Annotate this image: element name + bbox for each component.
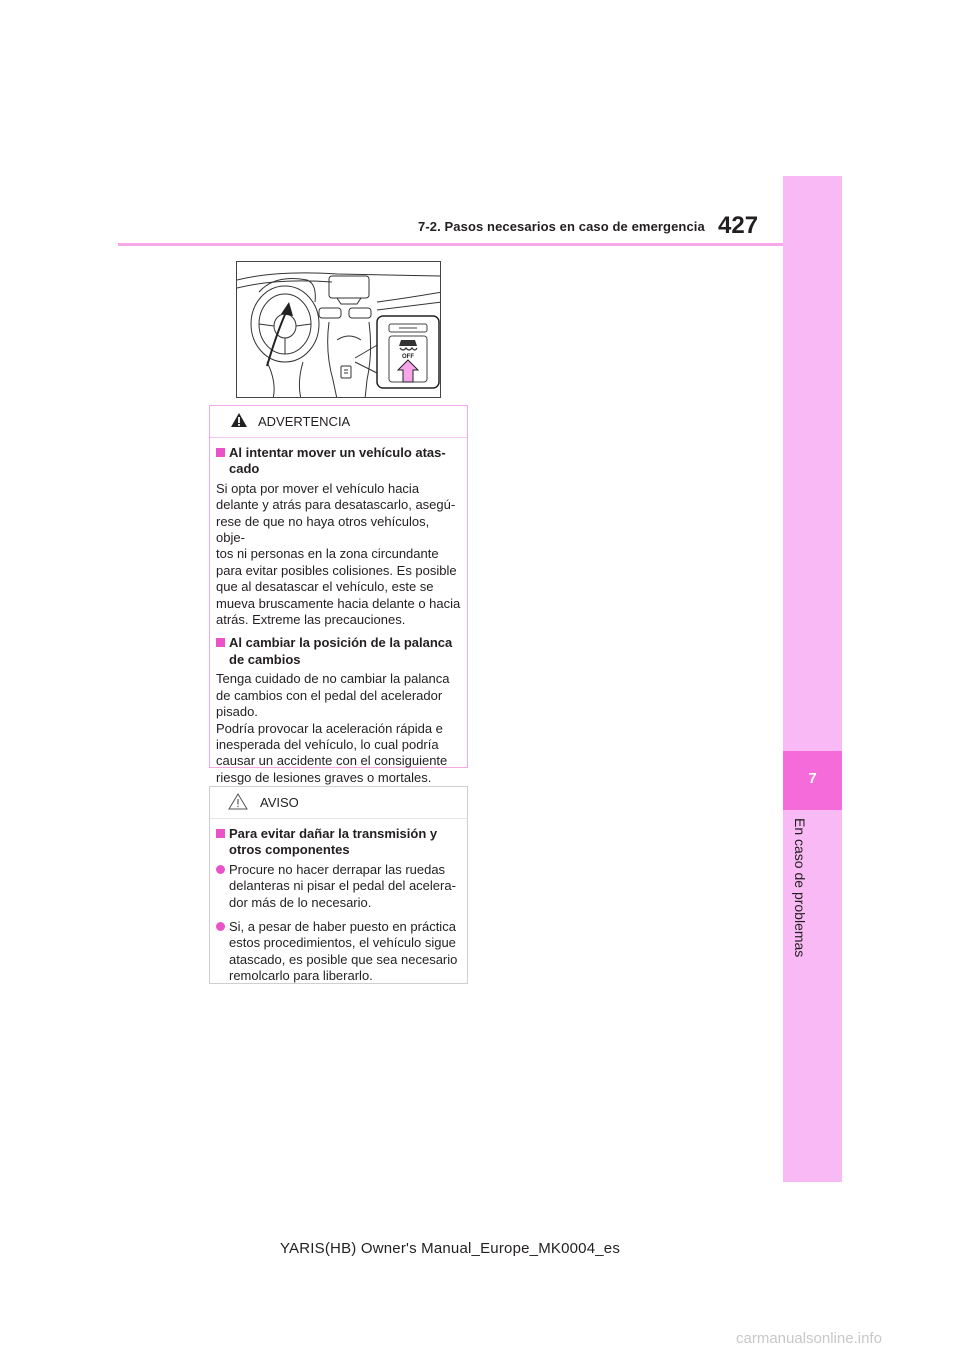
text-line: inesperada del vehículo, lo cual podría	[216, 736, 439, 752]
text-line: tos ni personas en la zona circundante	[216, 546, 439, 562]
heading-line: Al cambiar la posición de la palanca	[229, 635, 453, 651]
warning-item-text	[216, 671, 461, 786]
off-button-label: OFF	[402, 354, 414, 360]
text-line: rese de que no haya otros vehículos, obje-	[216, 513, 430, 546]
warning-title: ADVERTENCIA	[258, 414, 351, 429]
heading-line: cado	[229, 461, 260, 477]
round-bullet-icon	[216, 922, 225, 931]
section-title: 7-2. Pasos necesarios en caso de emergencia	[418, 219, 705, 234]
page-number: 427	[718, 212, 759, 239]
text-line: atascado, es posible que sea necesario	[229, 951, 458, 967]
header-divider	[118, 243, 783, 246]
caution-triangle-icon	[228, 793, 248, 810]
text-line: atrás. Extreme las precauciones.	[216, 612, 406, 628]
notice-bullet	[216, 862, 461, 911]
manual-id-footer: YARIS(HB) Owner's Manual_Europe_MK0004_es	[279, 1240, 621, 1257]
text-line: riesgo de lesiones graves o mortales.	[216, 769, 432, 785]
text-line: delante y atrás para desatascarlo, asegú-	[216, 497, 456, 513]
notice-title: AVISO	[260, 795, 299, 810]
text-line: dor más de lo necesario.	[229, 894, 372, 910]
text-line: remolcarlo para liberarlo.	[229, 968, 373, 984]
square-bullet-icon	[216, 638, 225, 647]
heading-line: Al intentar mover un vehículo atas-	[229, 445, 446, 460]
notice-bullet	[216, 919, 461, 985]
text-line: pisado.	[216, 704, 258, 720]
warning-box	[209, 405, 468, 785]
warning-header	[210, 406, 467, 438]
dashboard-drawing	[237, 262, 441, 398]
notice-box	[209, 786, 468, 984]
heading-line: Para evitar dañar la transmisión y	[229, 826, 438, 841]
notice-heading	[216, 826, 461, 859]
text-line: mueva bruscamente hacia delante o hacia	[216, 595, 461, 611]
warning-triangle-icon	[230, 412, 248, 428]
text-line: delanteras ni pisar el pedal del acelera-	[229, 878, 456, 894]
text-line: de cambios con el pedal del acelerador	[216, 687, 443, 703]
text-line: Si opta por mover el vehículo hacia	[216, 480, 420, 496]
text-line: causar un accidente con el consiguiente	[216, 753, 448, 769]
text-line: que al desatascar el vehículo, este se	[216, 579, 434, 595]
square-bullet-icon	[216, 448, 225, 457]
text-line: Procure no hacer derrapar las ruedas	[229, 861, 446, 877]
dashboard-illustration	[236, 261, 441, 398]
text-line: Tenga cuidado de no cambiar la palanca	[216, 671, 450, 687]
text-line: para evitar posibles colisiones. Es posible	[216, 562, 457, 578]
chapter-number: 7	[808, 770, 817, 787]
chapter-side-tab	[783, 176, 842, 1182]
warning-item-heading	[216, 445, 461, 478]
text-line: Podría provocar la aceleración rápida e	[216, 720, 443, 736]
text-line: estos procedimientos, el vehículo sigue	[229, 935, 456, 951]
warning-item-heading	[216, 635, 461, 668]
round-bullet-icon	[216, 865, 225, 874]
chapter-title: En caso de problemas	[792, 818, 808, 958]
notice-header	[210, 787, 467, 819]
heading-line: otros componentes	[229, 842, 350, 858]
square-bullet-icon	[216, 829, 225, 838]
watermark: carmanualsonline.info	[736, 1330, 882, 1347]
warning-item-text	[216, 481, 461, 629]
heading-line: de cambios	[229, 651, 301, 667]
text-line: Si, a pesar de haber puesto en práctica	[229, 919, 456, 935]
